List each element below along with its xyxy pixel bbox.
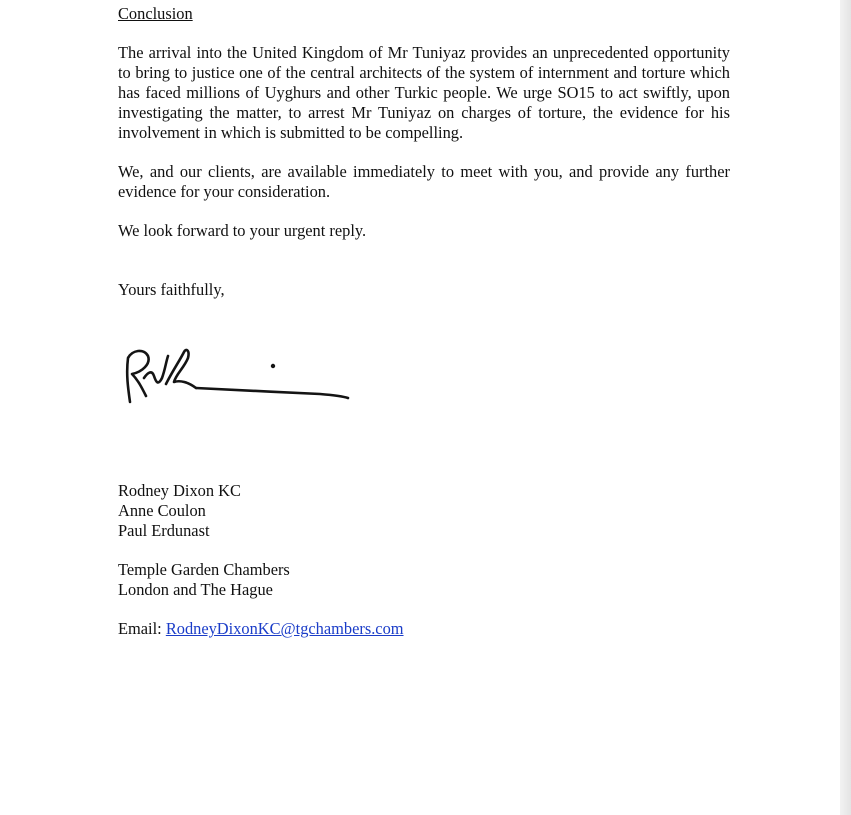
signatory-list: [118, 481, 241, 541]
handwritten-signature: [110, 338, 360, 418]
email-link[interactable]: RodneyDixonKC@tgchambers.com: [165, 619, 404, 638]
signatory-name: Paul Erdunast: [118, 521, 210, 540]
reply-paragraph: We look forward to your urgent reply.: [118, 221, 367, 240]
availability-paragraph: We, and our clients, are available immediately to meet with you, and provide any further evidence for your consideration.: [118, 162, 730, 201]
signatory-name: Rodney Dixon KC: [118, 481, 241, 500]
conclusion-paragraph: The arrival into the United Kingdom of Mr Tuniyaz provides an unprecedented opportunity to bring to justice one of the central architects of the system of internment and torture which has faced millions of Uyghurs and other Turkic people. We urge SO15 to act swiftly, upon investigating the matter, to arrest Mr Tuniyaz on charges of torture, the evidence for his involvement in which is submitted to be compelling.: [118, 43, 730, 142]
letter-body: [118, 4, 730, 300]
section-heading: Conclusion: [118, 4, 193, 23]
email-label: Email:: [118, 619, 162, 638]
closing-salutation: Yours faithfully,: [118, 280, 225, 299]
chambers-location: London and The Hague: [118, 580, 273, 599]
chambers-block: [118, 560, 290, 600]
chambers-name: Temple Garden Chambers: [118, 560, 290, 579]
page-edge: [840, 0, 851, 815]
signatory-name: Anne Coulon: [118, 501, 206, 520]
email-line: [118, 619, 404, 639]
